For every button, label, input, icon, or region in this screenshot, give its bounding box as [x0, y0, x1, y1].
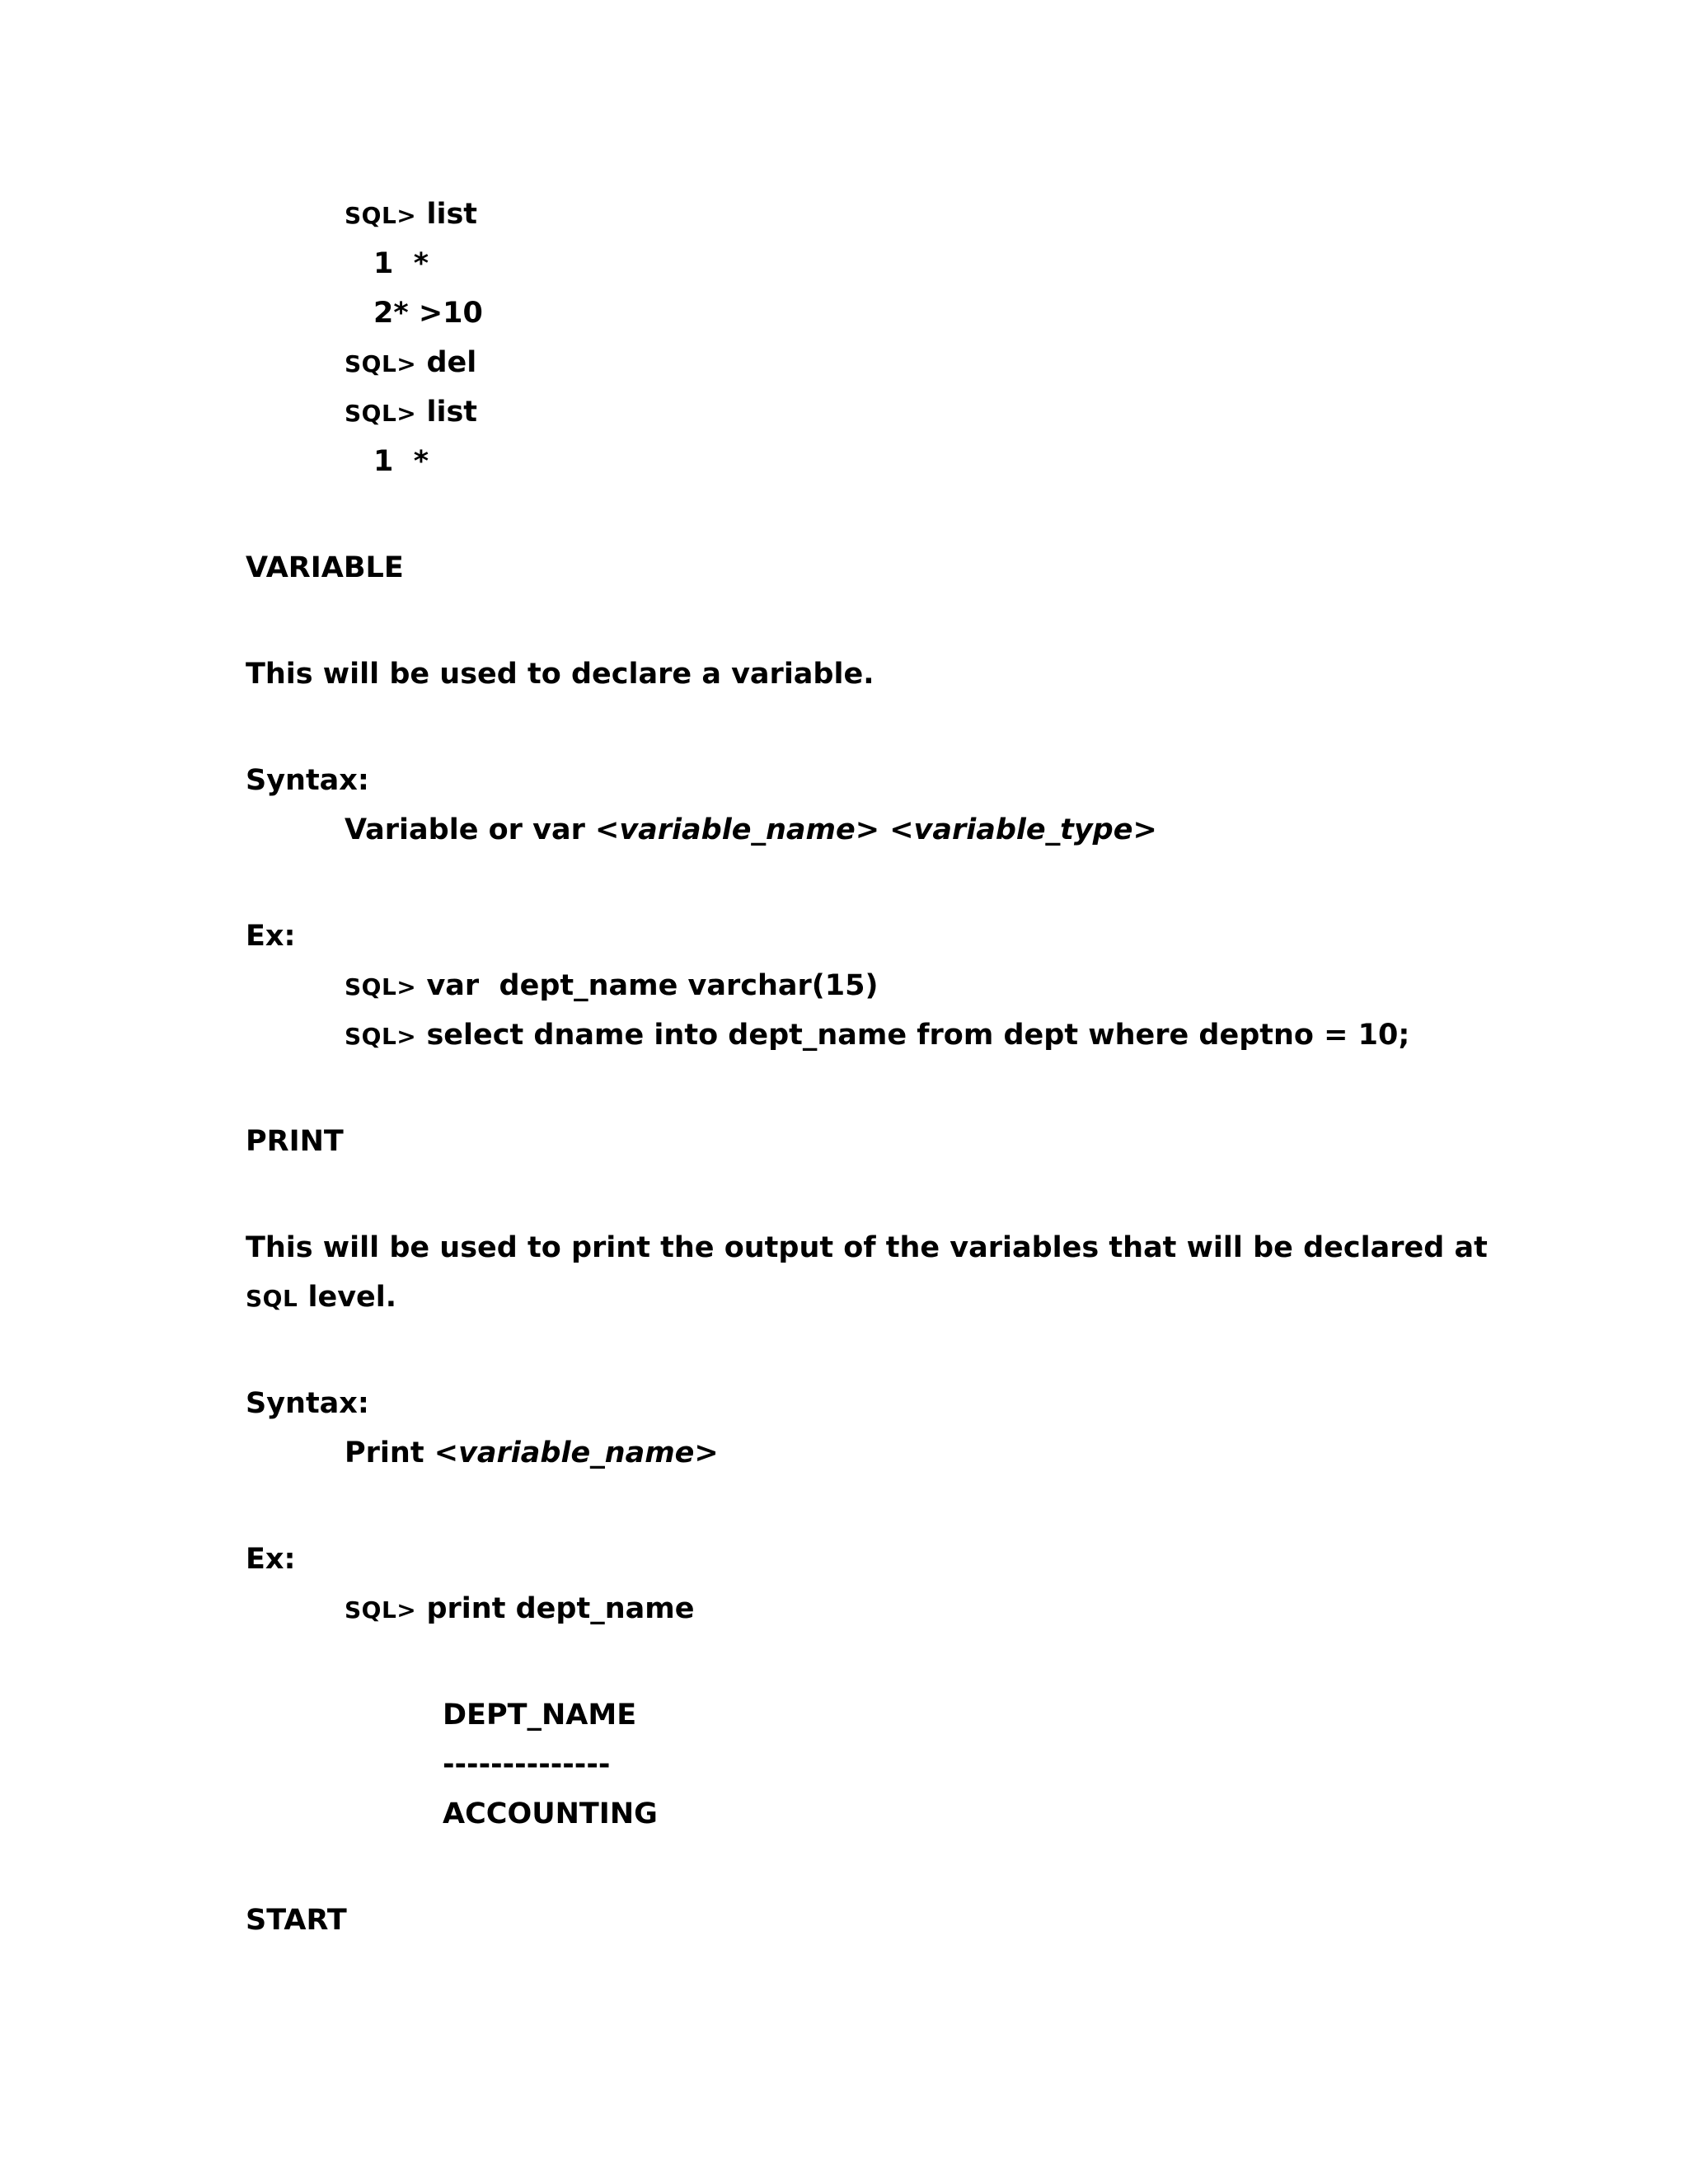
- syntax-keyword: Print: [345, 1436, 434, 1469]
- print-syntax-label: Syntax:: [246, 1387, 369, 1420]
- buffer-line-3: 1 *: [373, 445, 429, 478]
- buffer-line-2: 2* >10: [373, 297, 483, 330]
- syntax-arg-variable-name: variable_name: [458, 1436, 695, 1469]
- code-line-list-2: [345, 398, 477, 427]
- sql-prompt: SQL>: [345, 202, 417, 229]
- sql-prompt: SQL>: [345, 400, 417, 427]
- sql-prompt: SQL>: [345, 1596, 417, 1624]
- output-column-rule: --------------: [443, 1748, 611, 1781]
- syntax-bracket: >: [1132, 813, 1157, 846]
- variable-syntax-label: Syntax:: [246, 764, 369, 797]
- print-description-line-2: [246, 1283, 396, 1312]
- code-line-list-1: [345, 200, 477, 229]
- command-text: list: [426, 396, 478, 429]
- command-text: del: [426, 346, 477, 379]
- buffer-line-1: 1 *: [373, 247, 429, 280]
- syntax-arg-variable-name: variable_name: [619, 813, 856, 846]
- variable-description: This will be used to declare a variable.: [246, 658, 874, 691]
- section-heading-variable: VARIABLE: [246, 551, 404, 584]
- command-text: print dept_name: [426, 1592, 695, 1625]
- syntax-bracket: >: [855, 813, 880, 846]
- code-line-del: [345, 346, 477, 379]
- print-example-label: Ex:: [246, 1543, 296, 1576]
- syntax-bracket: <: [434, 1436, 459, 1469]
- variable-example-line-1: [345, 969, 879, 1002]
- section-heading-print: PRINT: [246, 1125, 344, 1158]
- syntax-bracket: <: [889, 813, 914, 846]
- syntax-arg-variable-type: variable_type: [913, 813, 1133, 846]
- print-example-line: [345, 1592, 695, 1625]
- sql-prompt: SQL>: [345, 973, 417, 1001]
- print-syntax: [345, 1436, 719, 1469]
- command-text: select dname into dept_name from dept where deptno = 10;: [426, 1019, 1410, 1052]
- sql-prompt: SQL>: [345, 350, 417, 377]
- description-text: level.: [298, 1281, 397, 1314]
- section-heading-start: START: [246, 1904, 347, 1937]
- syntax-bracket: <: [595, 813, 620, 846]
- sql-prompt: SQL>: [345, 1023, 417, 1050]
- syntax-keyword: Variable or var: [345, 813, 596, 846]
- output-column-header: DEPT_NAME: [443, 1699, 637, 1732]
- output-value: ACCOUNTING: [443, 1797, 658, 1830]
- variable-example-line-2: [345, 1021, 1409, 1050]
- print-description-line-1: This will be used to print the output of the variables that will be declared at: [246, 1231, 1488, 1264]
- variable-example-label: Ex:: [246, 920, 296, 953]
- sql-abbrev: SQL: [246, 1285, 298, 1312]
- command-text: var dept_name varchar(15): [426, 969, 879, 1002]
- command-text: list: [426, 198, 478, 231]
- syntax-bracket: >: [694, 1436, 719, 1469]
- syntax-separator: [879, 813, 889, 846]
- variable-syntax: [345, 813, 1157, 846]
